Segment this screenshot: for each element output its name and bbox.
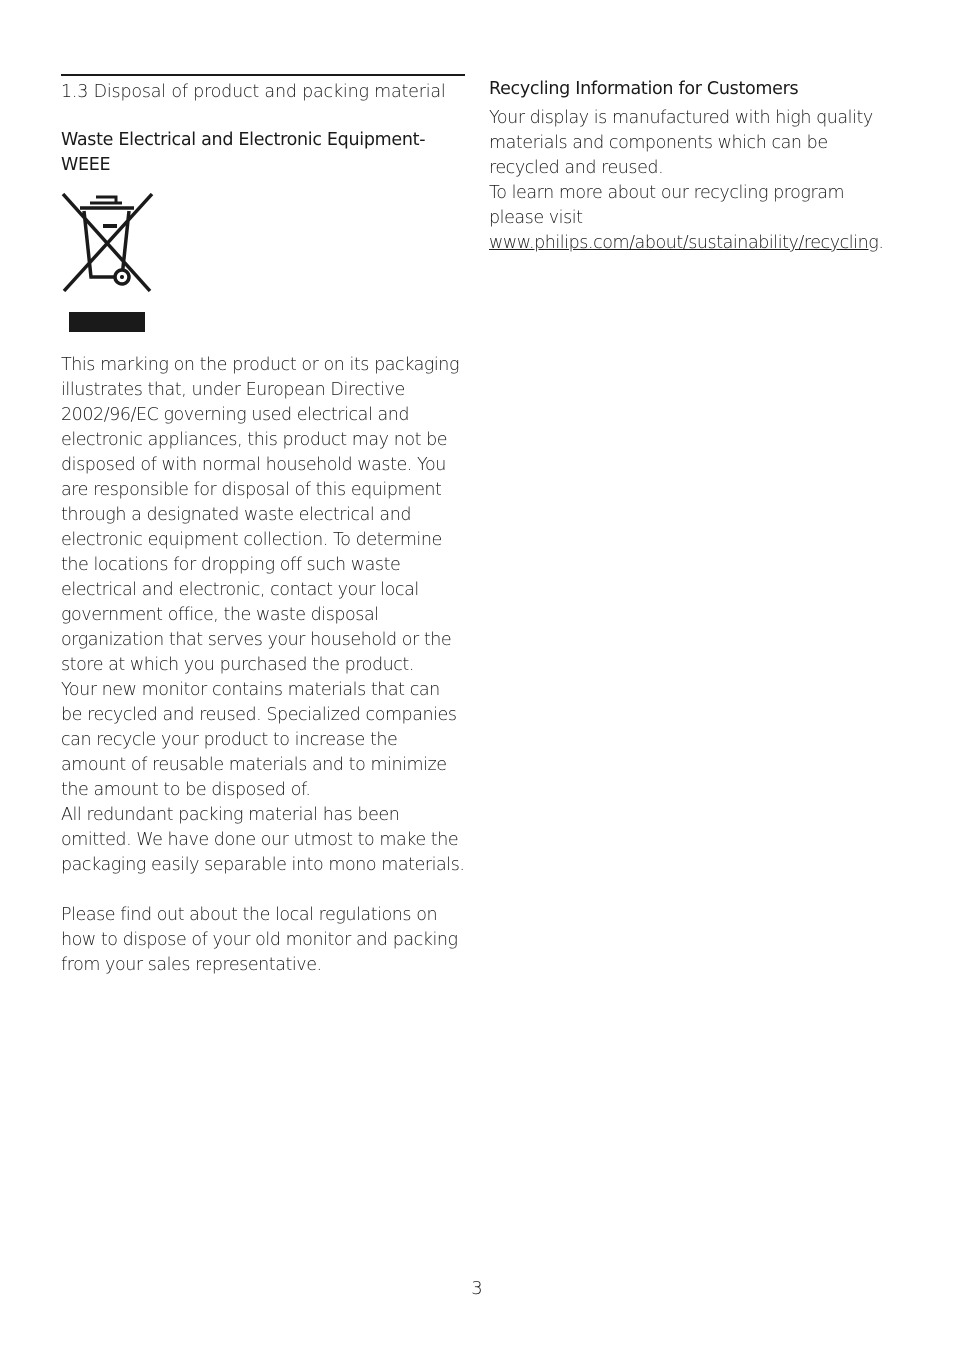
- local-regulations-paragraph: Please find out about the local regulations on how to dispose of your old monitor and packing from your sales representative.: [61, 905, 458, 975]
- weee-heading: Waste Electrical and Electronic Equipment-WEEE: [61, 130, 426, 175]
- display-materials-paragraph: Your display is manufactured with high quality materials and components which can be recycled and reused.: [489, 108, 873, 178]
- left-body: [61, 353, 465, 978]
- recycle-paragraph: Your new monitor contains materials that can be recycled and reused. Specialized companies can recycle your product to increase the amount of reusable materials and to minimize the amount to be disposed of.: [61, 680, 457, 800]
- packing-paragraph: All redundant packing material has been omitted. We have done our utmost to make the packaging easily separable into mono materials.: [61, 805, 465, 875]
- recycling-program-paragraph: [489, 181, 901, 256]
- recycling-program-text: To learn more about our recycling program please visit: [489, 183, 845, 228]
- weee-paragraph: This marking on the product or on its packaging illustrates that, under European Directive 2002/96/EC governing used electrical and electronic appliances, this product may not be disposed of with normal household waste. You are responsible for disposal of this equipment through a designated waste electrical and electronic equipment collection. To determine the locations for dropping off such waste electrical and electronic, contact your local government office, the waste disposal organization that serves your household or the store at which you purchased the product.: [61, 355, 459, 675]
- recycling-info-heading: Recycling Information for Customers: [489, 79, 799, 99]
- recycling-program-suffix: .: [878, 233, 884, 253]
- section-divider: [61, 74, 465, 76]
- section-title: 1.3 Disposal of product and packing material: [61, 82, 446, 102]
- paragraph-spacer: [61, 878, 465, 903]
- right-body: [489, 106, 901, 256]
- crossed-out-wheelie-bin-icon: [60, 191, 156, 337]
- recycling-link[interactable]: www.philips.com/about/sustainability/recycling: [489, 233, 879, 253]
- page-number: 3: [471, 1278, 483, 1299]
